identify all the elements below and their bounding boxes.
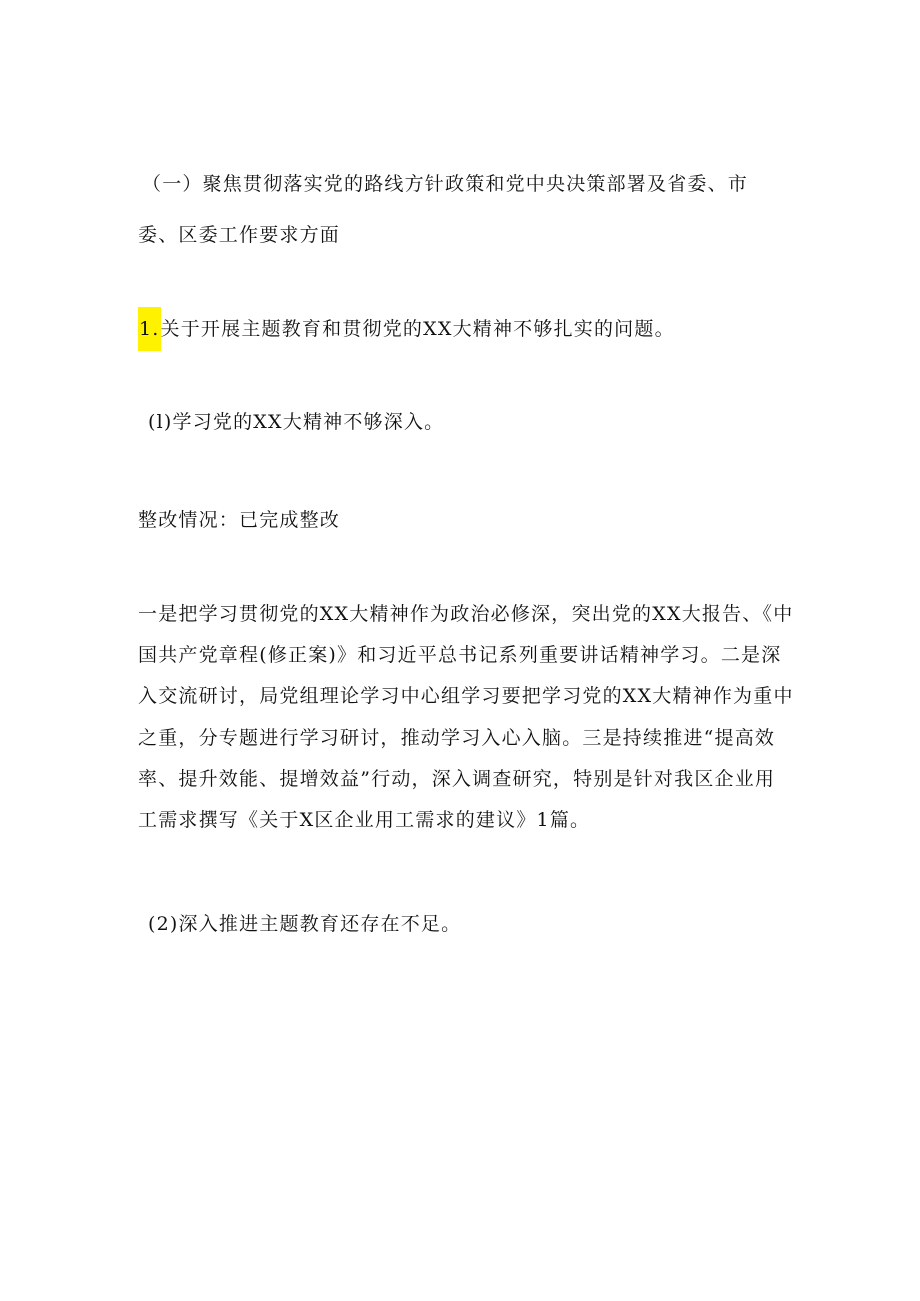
sub-item-2: (2)深入推进主题教育还存在不足。 — [148, 913, 462, 935]
item-1-heading — [138, 315, 675, 351]
body-line: 一是把学习贯彻党的XX大精神作为政治必修深，突出党的XX大报告、《中 — [138, 603, 794, 625]
rectification-body — [138, 594, 794, 841]
body-line: 国共产党章程(修正案)》和习近平总书记系列重要讲话精神学习。二是深 — [138, 644, 782, 667]
body-line: 率、提升效能、提增效益”行动，深入调查研究，特别是针对我区企业用 — [138, 767, 776, 790]
sub-item-1: (l)学习党的XX大精神不够深入。 — [148, 411, 445, 433]
body-line: 工需求撰写《关于X区企业用工需求的建议》1篇。 — [138, 809, 591, 832]
rectification-status: 整改情况：已完成整改 — [138, 509, 341, 531]
section-heading-line-1: （一）聚焦贯彻落实党的路线方针政策和党中央决策部署及省委、市 — [142, 173, 749, 195]
body-line: 入交流研讨，局党组理论学习中心组学习要把学习党的XX大精神作为重中 — [138, 685, 794, 708]
item-1-number-highlight: 1. — [138, 307, 161, 351]
item-1-text: 关于开展主题教育和贯彻党的XX大精神不够扎实的问题。 — [160, 318, 675, 340]
section-heading-line-2: 委、区委工作要求方面 — [138, 224, 341, 246]
body-line: 之重，分专题进行学习研讨，推动学习入心入脑。三是持续推进“提高效 — [138, 726, 776, 749]
